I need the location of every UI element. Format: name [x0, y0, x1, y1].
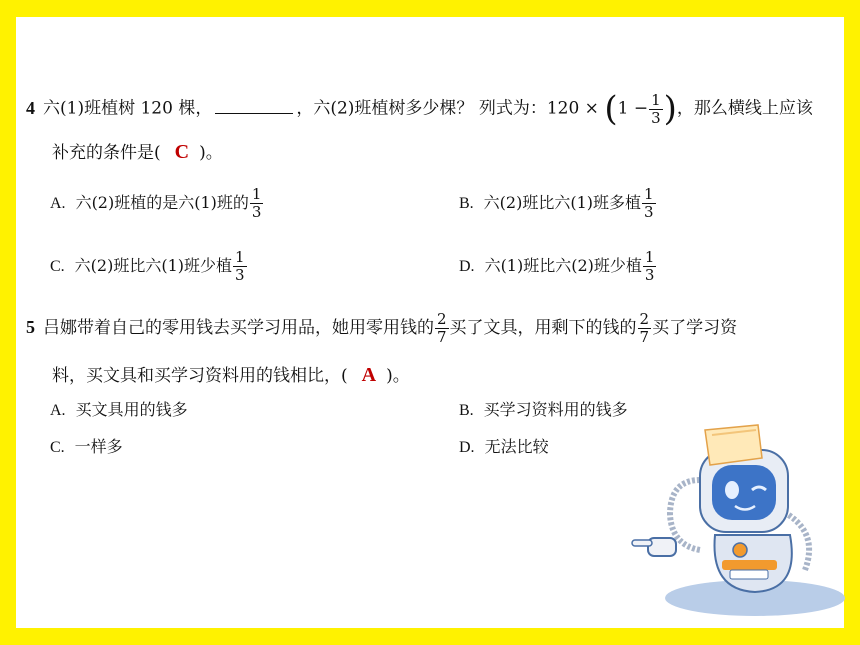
q4-expr-frac-num: 1: [651, 90, 661, 109]
robot-belt: [722, 560, 777, 570]
robot-pointing-hand: [632, 538, 676, 556]
q5-option-a-text: 买文具用的钱多: [75, 400, 188, 419]
q4-expr-frac-den: 3: [651, 108, 661, 127]
q5-text-part3: 买了学习资: [652, 318, 738, 338]
q5-option-d-letter: D.: [459, 439, 475, 456]
q4-option-c-fraction: [233, 250, 247, 283]
q5-fraction-1-den: 7: [437, 328, 447, 346]
q5-option-a-letter: A.: [50, 402, 66, 419]
q4-option-c: [50, 250, 248, 283]
q4-line2-prefix: 补充的条件是(: [52, 143, 161, 163]
q5-line2-prefix: 料，买文具和买学习资料用的钱相比，(: [52, 366, 348, 386]
q4-option-d-den: 3: [644, 266, 655, 284]
q4-option-b-fraction: [642, 187, 656, 220]
q4-text-part3: ，那么横线上应该: [676, 98, 813, 119]
q4-option-c-den: 3: [235, 266, 245, 284]
q4-option-d-fraction: [643, 250, 657, 283]
q4-line2: [52, 142, 223, 162]
q5-fraction-2-num: 2: [639, 310, 650, 328]
q4-option-a-letter: A.: [50, 195, 66, 212]
q5-option-c-letter: C.: [50, 439, 65, 456]
q4-option-a: [50, 187, 264, 220]
robot-mascot-illustration: [630, 420, 845, 620]
q4-option-a-text: 六(2)班植的是六(1)班的: [75, 193, 249, 212]
q5-option-d-text: 无法比较: [484, 437, 549, 456]
q4-option-b: [459, 187, 657, 220]
q4-option-d: [459, 250, 657, 283]
q4-line2-suffix: )。: [199, 143, 223, 163]
q5-line2: [52, 365, 410, 385]
q4-option-a-den: 3: [251, 203, 262, 221]
q4-option-c-letter: C.: [50, 258, 65, 275]
q4-open-paren: (: [604, 89, 618, 129]
q5-fraction-2-den: 7: [639, 328, 650, 346]
q5-number: 5: [26, 317, 35, 337]
q4-option-b-den: 3: [644, 203, 654, 221]
q4-close-paren: ): [663, 89, 677, 129]
q5-text-part1: 吕娜带着自己的零用钱去买学习用品，她用零用钱的: [43, 318, 434, 338]
q5-fraction-1: [435, 312, 449, 345]
q5-line2-suffix: )。: [386, 366, 410, 386]
q4-text-part1: 六(1)班植树 120 棵，: [43, 98, 213, 119]
q4-number: 4: [26, 97, 35, 118]
q4-option-d-num: 1: [644, 248, 655, 266]
robot-face-screen: [712, 465, 776, 520]
q4-option-b-text: 六(2)班比六(1)班多植: [483, 193, 642, 212]
q5-option-c-text: 一样多: [74, 437, 123, 456]
q4-text-part2: ，六(2)班植树多少棵？ 列式为：120 ×: [296, 98, 599, 119]
q4-option-a-fraction: [250, 187, 264, 220]
q4-line1: [26, 89, 813, 129]
q4-expr-one: 1 −: [617, 98, 649, 119]
q4-option-c-text: 六(2)班比六(1)班少植: [74, 256, 233, 275]
q5-option-c: [50, 439, 123, 456]
q4-option-b-num: 1: [644, 185, 654, 203]
q4-expr-fraction: [649, 90, 663, 127]
q5-text-part2: 买了文具，用剩下的钱的: [449, 318, 637, 338]
q5-option-a: [50, 402, 188, 419]
q4-option-d-letter: D.: [459, 258, 475, 275]
q5-option-b-letter: B.: [459, 402, 474, 419]
q4-blank: [215, 99, 293, 114]
q5-option-b-text: 买学习资料用的钱多: [483, 400, 628, 419]
q5-line1: [26, 312, 737, 345]
q5-answer: A: [361, 364, 377, 386]
q4-option-c-num: 1: [235, 248, 245, 266]
q5-fraction-2: [638, 312, 652, 345]
q4-option-d-text: 六(1)班比六(2)班少植: [484, 256, 642, 275]
q4-option-a-num: 1: [251, 185, 262, 203]
q4-answer: C: [174, 141, 190, 163]
q4-option-b-letter: B.: [459, 195, 474, 212]
robot-panel: [730, 570, 768, 579]
q5-option-b: [459, 402, 628, 419]
q5-fraction-1-num: 2: [437, 310, 447, 328]
q5-option-d: [459, 439, 549, 456]
robot-left-eye: [725, 481, 739, 499]
robot-chest-button: [733, 543, 747, 557]
